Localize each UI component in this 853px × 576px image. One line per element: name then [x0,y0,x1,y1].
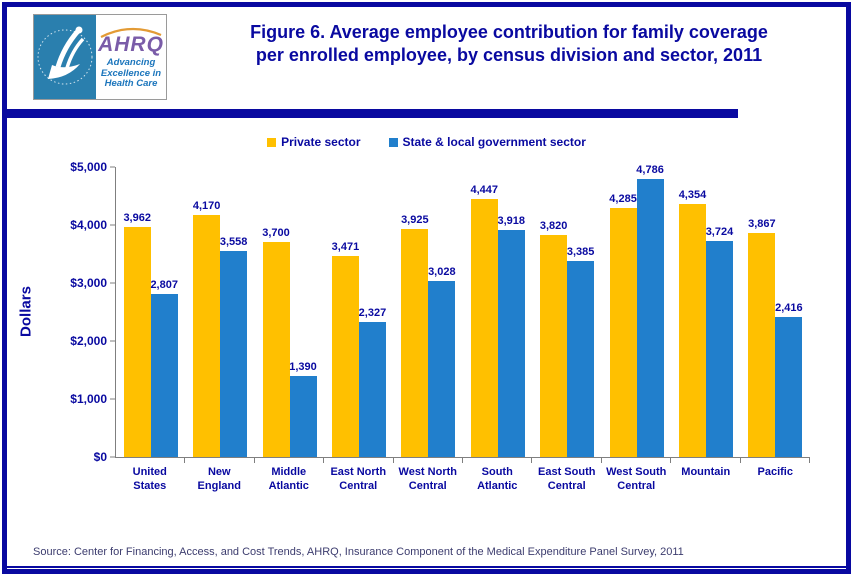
bar-slot [610,167,637,457]
bar-value-label: 3,867 [748,217,776,230]
bar-slot [401,167,428,457]
x-axis-category-label: Mountain [681,466,731,478]
bar-value-label: 2,416 [775,301,803,314]
bar-slot [775,167,802,457]
ahrq-text: AHRQ [98,32,164,56]
legend [7,135,846,149]
x-tick-mark [531,458,532,463]
y-tick-mark [110,457,115,458]
y-tick-mark [110,283,115,284]
bar-value-label: 3,724 [705,226,734,239]
bar-value-label: 4,285 [609,193,637,206]
bar-value-label: 4,786 [636,164,664,177]
bar-slot [428,167,455,457]
bar [151,294,178,457]
x-tick-mark [184,458,185,463]
bar [775,317,802,457]
x-axis-category-label: United States [132,466,167,493]
divider-rule [7,109,738,118]
x-tick-mark [670,458,671,463]
bar-value-label: 3,918 [497,214,525,227]
bar [679,204,706,457]
y-tick-mark [110,167,115,168]
y-axis-label: Dollars [17,286,35,337]
x-axis-category-label: South Atlantic [477,466,518,493]
bar-slot [290,167,317,457]
bar [567,261,594,457]
x-axis-category-label: West North Central [398,466,457,493]
legend-item-private-sector [267,135,360,149]
bar [637,179,664,457]
y-tick-mark [110,225,115,226]
hhs-ahrq-logo [33,14,167,100]
bar-value-label: 4,354 [678,189,707,202]
bar-slot [706,167,733,457]
tagline-line-2: Excellence in [100,67,162,79]
bar-value-label: 2,327 [358,307,387,320]
bar-slot [124,167,151,457]
bottom-rule [7,566,846,568]
x-axis-category-label: Pacific [757,466,793,478]
eagle-icon [34,15,96,99]
bar [263,242,290,457]
bar-value-label: 2,807 [150,279,178,292]
y-tick-mark [110,399,115,400]
bar-value-label: 3,700 [262,227,290,240]
hhs-seal [34,15,96,99]
y-tick-label: $5,000 [70,160,107,174]
bar-value-label: 3,471 [331,240,360,253]
private-sector-swatch-icon [267,138,276,147]
bar-group [324,167,393,457]
bar-group [741,167,810,457]
ahrq-wordmark [96,15,166,99]
bar [428,281,455,457]
legend-item-government-sector [389,135,586,149]
y-tick-label: $0 [93,450,107,464]
y-tick-label: $1,000 [70,392,107,406]
x-tick-mark [809,458,810,463]
x-axis-category-label: New England [197,466,241,493]
x-axis-category-label: West South Central [606,466,667,493]
bar [124,227,151,457]
tagline-line-3: Health Care [104,78,158,90]
bar [540,235,567,457]
legend-label-private-sector: Private sector [281,135,361,149]
x-axis-category-label: East North Central [330,466,387,493]
plot-area [70,160,810,464]
source-note: Source: Center for Financing, Access, and Cost Trends, AHRQ, Insurance Component of the Medical Expenditure Panel Survey, 2011 [33,546,684,558]
bar-slot [636,164,664,457]
bar-value-label: 3,558 [219,235,248,248]
y-tick-label: $3,000 [70,276,107,290]
y-tick-mark [110,341,115,342]
bar-value-label: 3,385 [566,245,595,258]
bar-value-label: 4,447 [470,184,498,197]
chart-region [7,160,846,494]
x-tick-mark [323,458,324,463]
page-border [2,2,851,574]
figure-title-line-2: per enrolled employee, by census division and sector, 2011 [255,45,763,66]
legend-label-government-sector: State & local government sector [402,135,586,149]
x-tick-mark [462,458,463,463]
bar-slot [220,167,247,457]
x-axis-labels [115,458,810,494]
bar [471,199,498,457]
bar [610,208,637,457]
bar-value-label: 3,962 [123,212,151,225]
bar-value-label: 3,820 [539,220,568,233]
bar-slot [193,167,220,457]
bar-slot [567,167,594,457]
bar [359,322,386,457]
ahrq-tagline [101,58,161,91]
bar-slot [498,167,525,457]
figure-title [172,7,846,68]
y-tick-label: $4,000 [70,218,107,232]
x-axis-category-label: East South Central [538,466,596,493]
bar-value-label: 4,170 [192,200,221,213]
bar [498,230,525,457]
bar-slot [151,167,178,457]
y-tick-label: $2,000 [70,334,107,348]
x-tick-mark [740,458,741,463]
bar [748,233,775,457]
figure-title-line-1: Figure 6. Average employee contribution for family coverage [250,22,768,42]
bar-group [116,167,185,457]
x-axis-category-label: Middle Atlantic [268,466,309,493]
bar-value-label: 3,925 [401,214,429,227]
x-tick-mark [601,458,602,463]
bar-slot [332,167,359,457]
bar [401,229,428,457]
bar-slot [748,167,775,457]
x-tick-mark [393,458,394,463]
bar-slot [540,167,567,457]
bar [290,376,317,457]
bar-value-label: 3,028 [428,266,456,279]
x-tick-mark [254,458,255,463]
bar-group [255,167,324,457]
bar-slot [359,167,386,457]
bar-value-label: 1,390 [289,361,317,374]
bar [706,241,733,457]
bar [332,256,359,457]
bar [193,215,220,457]
bar [220,251,247,457]
bar-group [463,167,532,457]
government-sector-swatch-icon [389,138,398,147]
bar-group [532,167,601,457]
bar-slot [471,167,498,457]
header [7,7,846,105]
bar-slot [679,167,706,457]
bar-group [671,167,740,457]
bar-group [185,167,254,457]
bar-group [394,167,463,457]
bar-slot [263,167,290,457]
bar-group [602,164,671,457]
tagline-line-1: Advancing [106,56,156,68]
